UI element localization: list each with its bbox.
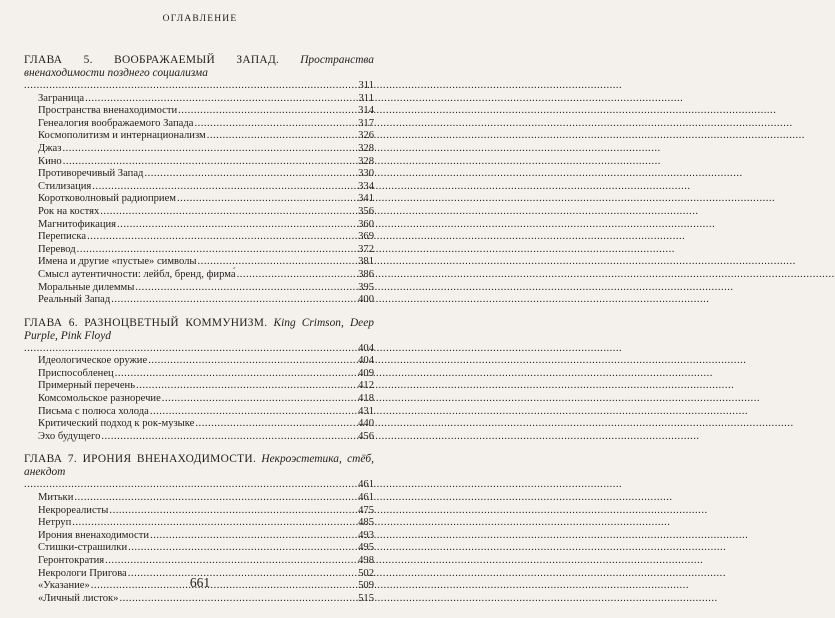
chapter-title bbox=[24, 317, 374, 343]
table-of-contents bbox=[24, 54, 374, 615]
toc-entry-page: 404 bbox=[358, 355, 374, 367]
toc-entry bbox=[24, 431, 374, 444]
toc-entry-label: Реальный Запад bbox=[38, 294, 111, 306]
toc-chapter bbox=[24, 317, 374, 444]
toc-entry bbox=[24, 282, 374, 295]
toc-entry bbox=[24, 219, 374, 232]
dot-leader bbox=[101, 431, 357, 444]
toc-entry-label: Кино bbox=[38, 155, 62, 167]
toc-entry-label: Ирония вненаходимости bbox=[38, 529, 150, 541]
dot-leader bbox=[109, 505, 357, 518]
dot-leader bbox=[119, 593, 357, 606]
dot-leader bbox=[87, 231, 357, 244]
toc-entry-page: 409 bbox=[358, 367, 374, 379]
toc-entry-page: 369 bbox=[358, 231, 374, 243]
toc-entry bbox=[24, 206, 374, 219]
toc-entry-label: Нетруп bbox=[38, 517, 72, 529]
toc-entry-label: Переписка bbox=[38, 231, 87, 243]
toc-entry-label: Моральные дилеммы bbox=[38, 281, 135, 293]
toc-entries bbox=[24, 93, 374, 307]
toc-entry bbox=[24, 418, 374, 431]
dot-leader bbox=[136, 380, 357, 393]
toc-entry bbox=[24, 368, 374, 381]
toc-entry bbox=[24, 231, 374, 244]
chapter-page-row bbox=[24, 343, 374, 356]
chapter-title-subtitle: Некроэстетика, стёб, анекдот bbox=[24, 453, 374, 479]
chapter-title-caps: ГЛАВА 5. ВООБРАЖАЕМЫЙ ЗАПАД. bbox=[24, 54, 280, 66]
toc-entry-label: Заграница bbox=[38, 92, 85, 104]
toc-entry-label: Приспособленец bbox=[38, 367, 114, 379]
toc-entry-label: Комсомольское разноречие bbox=[38, 393, 161, 405]
toc-entry bbox=[24, 143, 374, 156]
chapter-page-number: 461 bbox=[358, 479, 374, 491]
chapter-page-row bbox=[24, 479, 374, 492]
dot-leader bbox=[24, 80, 358, 93]
toc-entry-page: 493 bbox=[358, 529, 374, 541]
running-head: ОГЛАВЛЕНИЕ bbox=[162, 14, 238, 24]
toc-entry-page: 412 bbox=[358, 380, 374, 392]
toc-entry bbox=[24, 130, 374, 143]
chapter-title-subtitle: King Crimson, Deep Purple, Pink Floyd bbox=[24, 316, 374, 342]
toc-entry-label: Генеалогия воображаемого Запада bbox=[38, 117, 194, 129]
chapter-page-row bbox=[24, 80, 374, 93]
chapter-page-number: 311 bbox=[358, 80, 374, 91]
toc-entries bbox=[24, 355, 374, 443]
toc-entry-page: 330 bbox=[358, 168, 374, 180]
toc-entry-label: Космополитизм и интернационализм bbox=[38, 130, 206, 142]
toc-entry bbox=[24, 118, 374, 131]
dot-leader bbox=[74, 492, 357, 505]
dot-leader bbox=[62, 143, 357, 156]
dot-leader bbox=[162, 393, 357, 406]
dot-leader bbox=[85, 93, 357, 106]
toc-entry bbox=[24, 406, 374, 419]
dot-leader bbox=[194, 118, 357, 131]
dot-leader bbox=[178, 105, 357, 118]
toc-entry-page: 515 bbox=[358, 592, 374, 604]
toc-entry-label: Противоречивый Запад bbox=[38, 168, 144, 180]
toc-entry bbox=[24, 593, 374, 606]
toc-entry-page: 328 bbox=[358, 142, 374, 154]
toc-entry-label: Рок на костях bbox=[38, 205, 100, 217]
dot-leader bbox=[150, 530, 357, 543]
toc-entry-page: 386 bbox=[358, 268, 374, 280]
toc-entry-page: 326 bbox=[358, 130, 374, 142]
toc-entry bbox=[24, 555, 374, 568]
dot-leader bbox=[135, 282, 357, 295]
dot-leader bbox=[115, 368, 357, 381]
toc-entry bbox=[24, 168, 374, 181]
chapter-page-number: 404 bbox=[358, 342, 374, 354]
toc-entry-label: Имена и другие «пустые» символы bbox=[38, 256, 197, 268]
toc-entry-label: Пространства вненаходимости bbox=[38, 105, 178, 117]
toc-entry-page: 334 bbox=[358, 180, 374, 192]
chapter-title bbox=[24, 54, 374, 80]
toc-entry-label: Примерный перечень bbox=[38, 380, 136, 392]
dot-leader bbox=[111, 294, 357, 307]
toc-entry bbox=[24, 269, 374, 282]
toc-entry-label: Некрологи Пригова bbox=[38, 567, 127, 579]
toc-entry-label: Критический подход к рок-музыке bbox=[38, 418, 195, 430]
dot-leader bbox=[105, 555, 357, 568]
dot-leader bbox=[63, 156, 357, 169]
toc-entry-page: 341 bbox=[358, 193, 374, 205]
dot-leader bbox=[150, 406, 357, 419]
book-page bbox=[0, 0, 400, 618]
toc-entry-page: 328 bbox=[358, 155, 374, 167]
dot-leader bbox=[117, 219, 357, 232]
toc-entry bbox=[24, 393, 374, 406]
toc-entry-page: 502 bbox=[358, 567, 374, 579]
toc-entry bbox=[24, 193, 374, 206]
dot-leader bbox=[72, 517, 357, 530]
toc-entry-page: 314 bbox=[358, 105, 374, 117]
toc-entry bbox=[24, 156, 374, 169]
toc-entry-page: 440 bbox=[358, 418, 374, 430]
toc-entry-label: Геронтократия bbox=[38, 555, 105, 566]
toc-entry bbox=[24, 244, 374, 257]
toc-entry-label: «Личный листок» bbox=[38, 592, 119, 604]
toc-entry-page: 495 bbox=[358, 542, 374, 554]
toc-entry-page: 317 bbox=[358, 117, 374, 129]
toc-entry-label: Перевод bbox=[38, 243, 76, 255]
toc-entry-page: 509 bbox=[358, 580, 374, 592]
toc-entry bbox=[24, 530, 374, 543]
dot-leader bbox=[195, 418, 357, 431]
toc-entry bbox=[24, 294, 374, 307]
dot-leader bbox=[100, 206, 357, 219]
toc-entry bbox=[24, 505, 374, 518]
dot-leader bbox=[77, 244, 357, 257]
toc-entry-label: Магнитофикация bbox=[38, 218, 117, 230]
dot-leader bbox=[24, 343, 357, 356]
dot-leader bbox=[128, 542, 357, 555]
chapter-title-caps: ГЛАВА 7. ИРОНИЯ ВНЕНАХОДИМОСТИ. bbox=[24, 453, 257, 466]
toc-entry-label: Смысл аутентичности: лейбл, бренд, фирма́ bbox=[38, 268, 236, 280]
toc-entry-label: Митьки bbox=[38, 492, 74, 504]
toc-chapter bbox=[24, 54, 374, 307]
toc-entry-label: Джаз bbox=[38, 142, 62, 154]
toc-entry-page: 456 bbox=[358, 430, 374, 442]
toc-entry-label: Некрореалисты bbox=[38, 504, 109, 516]
dot-leader bbox=[24, 479, 357, 492]
dot-leader bbox=[198, 256, 358, 269]
toc-entry bbox=[24, 517, 374, 530]
toc-entry-page: 356 bbox=[358, 205, 374, 217]
toc-entry-label: Стилизация bbox=[38, 180, 92, 192]
dot-leader bbox=[92, 181, 357, 194]
toc-entry-page: 400 bbox=[358, 294, 374, 306]
toc-entry-label: Эхо будущего bbox=[38, 430, 101, 442]
dot-leader bbox=[148, 355, 357, 368]
toc-entry bbox=[24, 542, 374, 555]
toc-entry bbox=[24, 492, 374, 505]
chapter-title-subtitle: Пространства вненаходимости позднего социализма bbox=[24, 54, 374, 79]
toc-entry-label: «Указание» bbox=[38, 580, 90, 592]
toc-entry-page: 372 bbox=[358, 243, 374, 255]
toc-entry bbox=[24, 105, 374, 118]
toc-entry-page: 485 bbox=[358, 517, 374, 529]
toc-entry-page: 498 bbox=[358, 555, 374, 566]
toc-entry bbox=[24, 256, 374, 269]
chapter-title bbox=[24, 453, 374, 479]
toc-entry bbox=[24, 355, 374, 368]
toc-entry-label: Письма с полюса холода bbox=[38, 405, 149, 417]
dot-leader bbox=[144, 168, 357, 181]
toc-entry-page: 475 bbox=[358, 504, 374, 516]
toc-entry-page: 418 bbox=[358, 393, 374, 405]
toc-entry-label: Коротковолновый радиоприем bbox=[38, 193, 176, 205]
page-number: 661 bbox=[189, 575, 211, 590]
toc-entry-page: 360 bbox=[358, 218, 374, 230]
toc-entry-page: 461 bbox=[358, 492, 374, 504]
chapter-title-caps: ГЛАВА 6. РАЗНОЦВЕТНЫЙ КОММУНИЗМ. bbox=[24, 316, 268, 329]
toc-entry-page: 395 bbox=[358, 281, 374, 293]
toc-entry-page: 431 bbox=[358, 405, 374, 417]
toc-entry bbox=[24, 181, 374, 194]
toc-entry-label: Стишки-страшилки bbox=[38, 542, 128, 554]
dot-leader bbox=[207, 130, 357, 143]
toc-entry-label: Идеологическое оружие bbox=[38, 355, 148, 367]
dot-leader bbox=[237, 269, 358, 282]
toc-entry bbox=[24, 93, 374, 106]
toc-entry-page: 311 bbox=[358, 92, 374, 104]
toc-entry-page: 381 bbox=[358, 256, 374, 268]
dot-leader bbox=[177, 193, 357, 206]
toc-entry bbox=[24, 380, 374, 393]
